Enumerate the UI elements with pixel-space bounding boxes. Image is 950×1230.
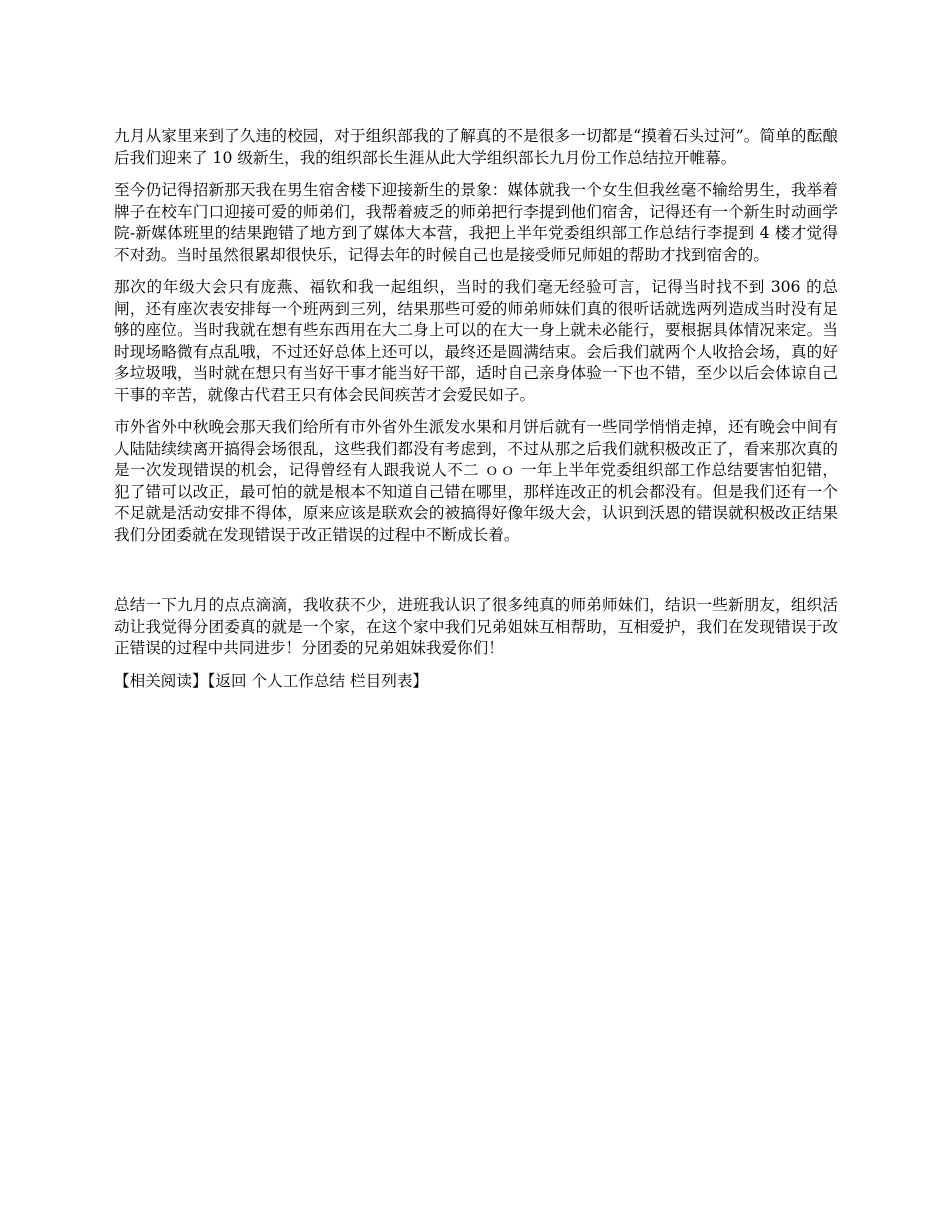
paragraph-grade-meeting: 那次的年级大会只有庞燕、福钦和我一起组织，当时的我们毫无经验可言，记得当时找不到 306 的总闸，还有座次表安排每一个班两到三列，结果那些可爱的师弟师妹们真的很听话就选两列造成当时没有足够的座位。当时我就在想有些东西用在大二身上可以的在大一身上就未必能行，要根据具体情况来定。当时现场略微有点乱哦，不过还好总体上还可以，最终还是圆满结束。会后我们就两个人收拾会场，真的好多垃圾哦，当时就在想只有当好干事才能当好干部，适时自己亲身体验一下也不错，至少以后会体谅自己干事的辛苦，就像古代君王只有体会民间疾苦才会爱民如子。 — [114, 278, 838, 404]
paragraph-summary: 总结一下九月的点点滴滴，我收获不少，进班我认识了很多纯真的师弟师妹们，结识一些新朋友，组织活动让我觉得分团委真的就是一个家，在这个家中我们兄弟姐妹互相帮助，互相爱护，我们在发现错误于改正错误的过程中共同进步！分团委的兄弟姐妹我爱你们！ — [114, 596, 838, 657]
paragraph-mid-autumn-party: 市外省外中秋晚会那天我们给所有市外省外生派发水果和月饼后就有一些同学悄悄走掉，还有晚会中间有人陆陆续续离开搞得会场很乱，这些我们都没有考虑到，不过从那之后我们就积极改正了，看来那次真的是一次发现错误的机会，记得曾经有人跟我说人不二 ｏｏ 一年上半年党委组织部工作总结要害怕犯错，犯了错可以改正，最可怕的就是根本不知道自己错在哪里，那样连改正的机会都没有。但是我们还有一个不足就是活动安排不得体，原来应该是联欢会的被搞得好像年级大会，认识到沃恩的错误就积极改正结果我们分团委就在发现错误于改正错误的过程中不断成长着。 — [114, 418, 838, 544]
paragraph-intro: 九月从家里来到了久违的校园，对于组织部我的了解真的不是很多一切都是“摸着石头过河”。简单的酝酿后我们迎来了 10 级新生，我的组织部长生涯从此大学组织部长九月份工作总结拉开帷幕。 — [114, 127, 838, 167]
back-to-list-link[interactable]: 【返回 个人工作总结 栏目列表】 — [207, 671, 429, 690]
document-body — [114, 126, 838, 692]
related-reading-link[interactable]: 【相关阅读】 — [114, 671, 208, 690]
paragraph-freshman-welcome: 至今仍记得招新那天我在男生宿舍楼下迎接新生的景象：媒体就我一个女生但我丝毫不输给男生，我举着牌子在校车门口迎接可爱的师弟们，我帮着疲乏的师弟把行李提到他们宿舍，记得还有一个新生时动画学院-新媒体班里的结果跑错了地方到了媒体大本营，我把上半年党委组织部工作总结行李提到 4 楼才觉得不对劲。当时虽然很累却很快乐，记得去年的时候自己也是接受师兄师姐的帮助才找到宿舍的。 — [114, 181, 838, 264]
footer-links — [114, 671, 838, 693]
